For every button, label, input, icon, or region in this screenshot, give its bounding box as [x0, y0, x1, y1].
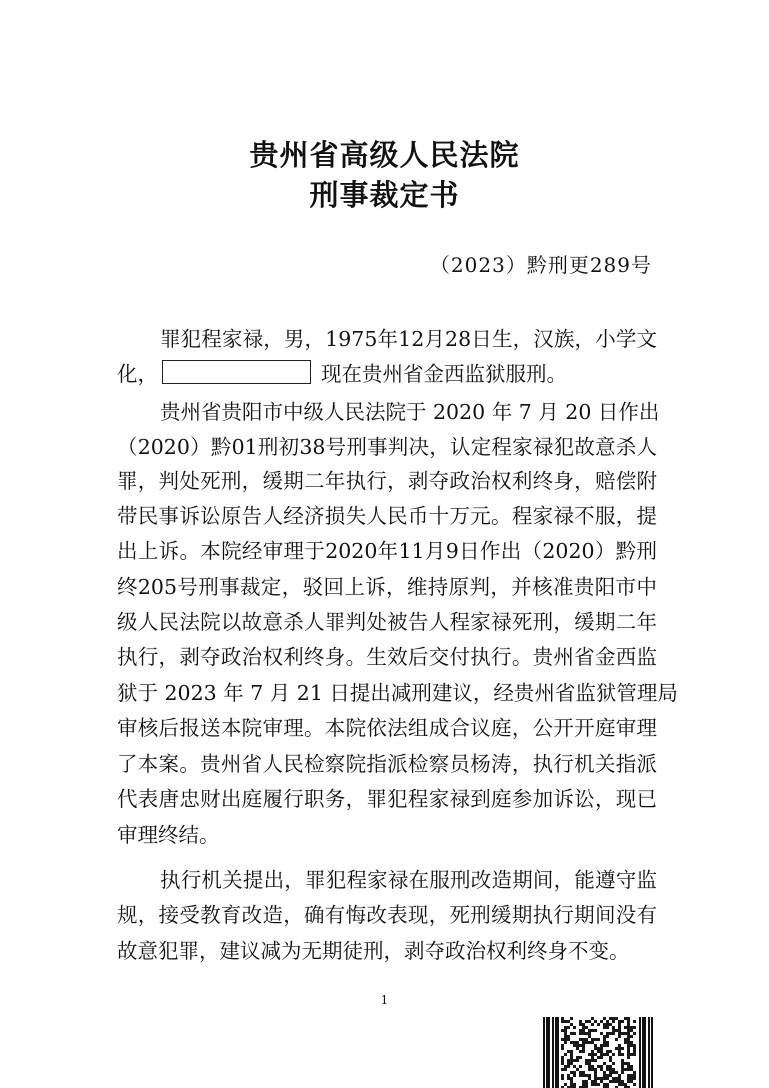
paragraph-2-line-11: 了本案。贵州省人民检察院指派检察员杨涛，执行机关指派	[117, 752, 657, 776]
paragraph-2-line-9: 狱于 2023 年 7 月 21 日提出减刑建议，经贵州省监狱管理局	[117, 681, 678, 705]
paragraph-1-line-2-suffix: 现在贵州省金西监狱服刑。	[321, 362, 567, 386]
paragraph-3-line-3: 故意犯罪，建议减为无期徒刑，剥夺政治权利终身不变。	[117, 939, 630, 963]
qr-code-image	[543, 1017, 655, 1088]
paragraph-2-line-10: 审核后报送本院审理。本院依法组成合议庭，公开开庭审理	[117, 716, 657, 740]
paragraph-1-line-2-prefix: 化，	[117, 362, 158, 386]
paragraph-2-line-13: 审理终结。	[117, 823, 220, 847]
paragraph-3-line-2: 规，接受教育改造，确有悔改表现，死刑缓期执行期间没有	[117, 903, 657, 927]
paragraph-2-line-12: 代表唐忠财出庭履行职务，罪犯程家禄到庭参加诉讼，现已	[117, 787, 657, 811]
court-name-title: 贵州省高级人民法院	[249, 138, 520, 172]
paragraph-2-line-6: 终205号刑事裁定，驳回上诉，维持原判，并核准贵阳市中	[117, 575, 657, 599]
case-number: （2023）黔刑更289号	[429, 253, 652, 277]
redaction-box	[162, 360, 311, 384]
paragraph-2-line-8: 执行，剥夺政治权利终身。生效后交付执行。贵州省金西监	[117, 645, 657, 669]
paragraph-2-line-4: 带民事诉讼原告人经济损失人民币十万元。程家禄不服，提	[117, 504, 657, 528]
qr-code-graphic	[543, 1017, 655, 1088]
document-type-title: 刑事裁定书	[309, 178, 460, 212]
paragraph-2-line-5: 出上诉。本院经审理于2020年11月9日作出（2020）黔刑	[117, 539, 657, 563]
paragraph-2-line-3: 罪，判处死刑，缓期二年执行，剥夺政治权利终身，赔偿附	[117, 469, 657, 493]
paragraph-2-line-7: 级人民法院以故意杀人罪判处被告人程家禄死刑，缓期二年	[117, 610, 657, 634]
paragraph-2-line-1: 贵州省贵阳市中级人民法院于 2020 年 7 月 20 日作出	[160, 400, 660, 424]
paragraph-2-line-2: （2020）黔01刑初38号刑事判决，认定程家禄犯故意杀人	[117, 435, 657, 459]
page-number: 1	[380, 993, 389, 1007]
paragraph-1-line-2	[117, 359, 657, 389]
paragraph-3-line-1: 执行机关提出，罪犯程家禄在服刑改造期间，能遵守监	[160, 868, 657, 892]
paragraph-1-line-1: 罪犯程家禄，男，1975年12月28日生，汉族，小学文	[160, 327, 657, 351]
